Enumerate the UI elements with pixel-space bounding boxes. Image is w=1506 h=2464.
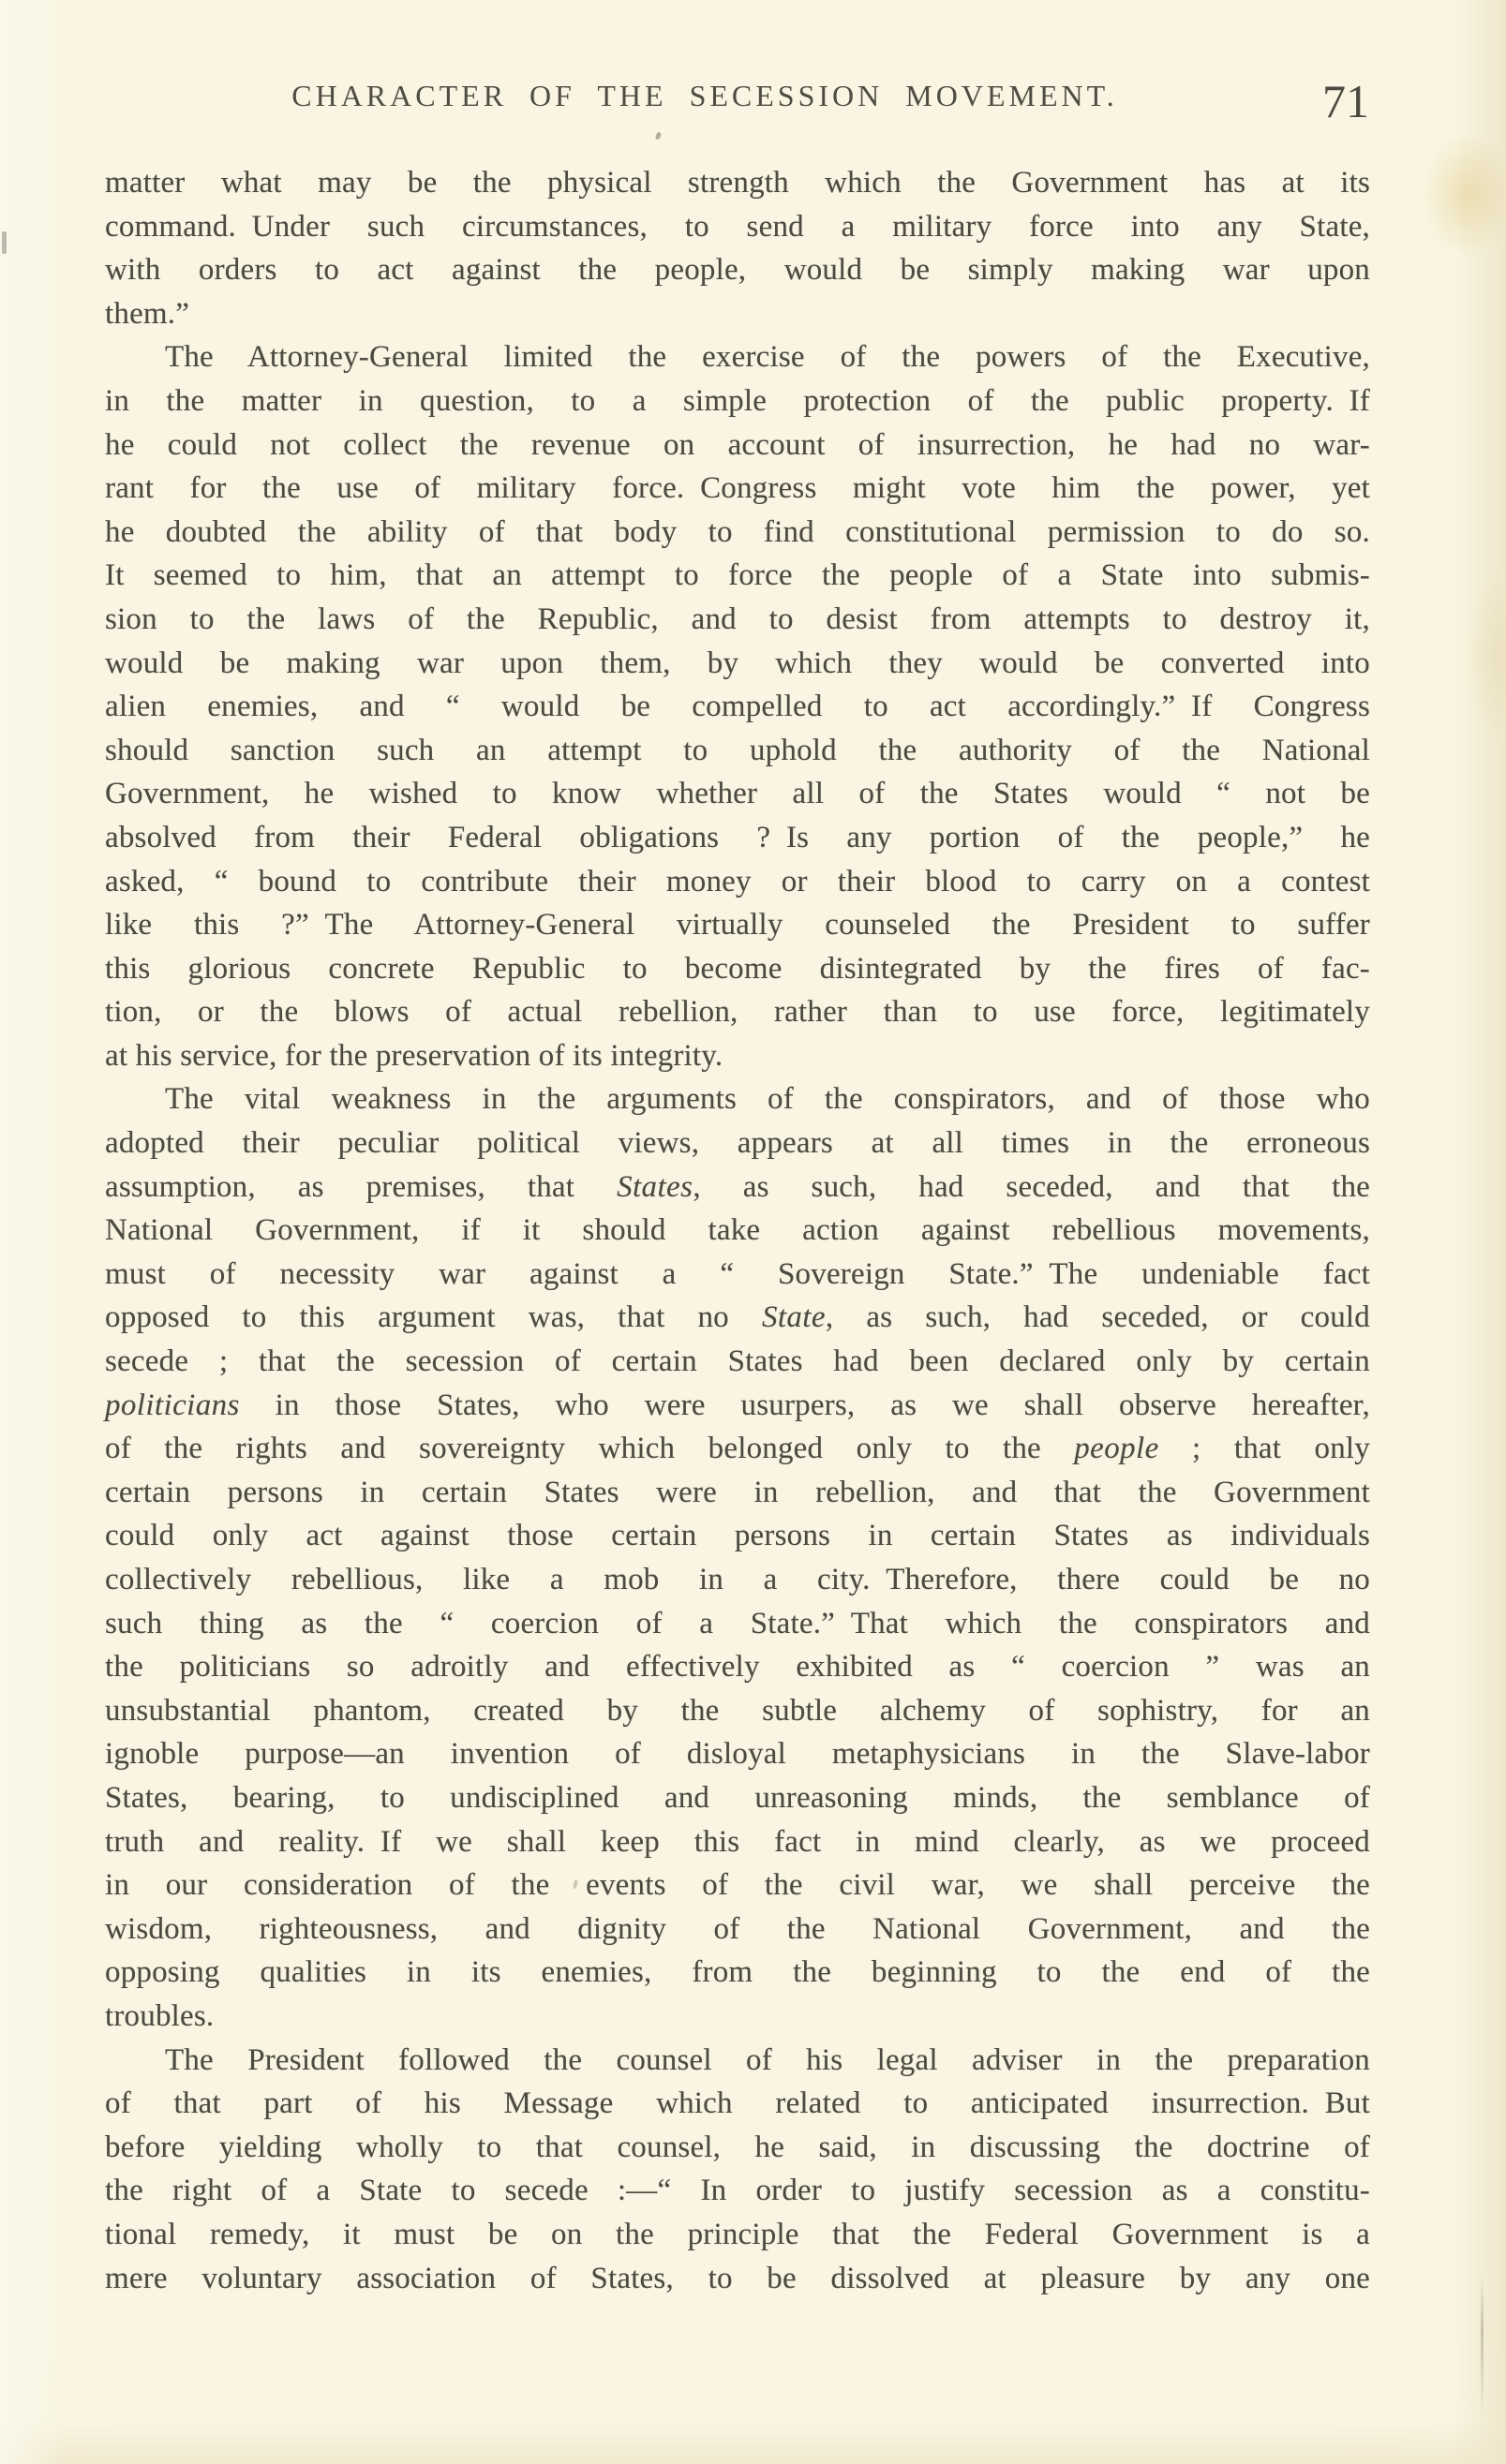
page-number: 71 bbox=[1322, 75, 1369, 127]
text-line: States, bearing, to undisciplined and unreasoning minds, the semblance of bbox=[105, 1780, 1370, 1815]
text-line: certain persons in certain States were in rebellion, and that the Government bbox=[105, 1475, 1370, 1509]
text-line: wisdom, righteousness, and dignity of the National Government, and the bbox=[105, 1911, 1370, 1946]
text-line: politicians in those States, who were usurpers, as we shall observe hereafter, bbox=[105, 1388, 1370, 1422]
text-line: It seemed to him, that an attempt to force the people of a State into submis- bbox=[105, 558, 1370, 593]
text-block bbox=[105, 161, 1370, 2300]
text-line: The President followed the counsel of his legal adviser in the preparation bbox=[165, 2042, 1370, 2077]
text-line: such thing as the “ coercion of a State.” That which the conspirators and bbox=[105, 1606, 1370, 1640]
text-line: secede ; that the secession of certain States had been declared only by certain bbox=[105, 1344, 1370, 1379]
text-line: rant for the use of military force. Congress might vote him the power, yet bbox=[105, 471, 1370, 506]
text-line: collectively rebellious, like a mob in a city. Therefore, there could be no bbox=[105, 1563, 1370, 1596]
text-line: National Government, if it should take action against rebellious movements, bbox=[105, 1213, 1370, 1248]
text-line: he doubted the ability of that body to find constitutional permission to do so. bbox=[105, 514, 1370, 549]
text-line: the politicians so adroitly and effectively exhibited as “ coercion ” was an bbox=[105, 1650, 1370, 1685]
text-line: The Attorney-General limited the exercise of the powers of the Executive, bbox=[165, 340, 1370, 375]
text-line: he could not collect the revenue on account of insurrection, he had no war- bbox=[105, 427, 1370, 462]
text-line: would be making war upon them, by which they would be converted into bbox=[105, 646, 1370, 680]
text-line: absolved from their Federal obligations ? Is any portion of the people,” he bbox=[105, 820, 1370, 854]
text-line: matter what may be the physical strength which the Government has at its bbox=[105, 166, 1370, 200]
text-line: Government, he wished to know whether all of the States would “ not be bbox=[105, 777, 1370, 811]
text-line: of that part of his Message which related to anticipated insurrection. But bbox=[105, 2086, 1370, 2121]
text-line: asked, “ bound to contribute their money or their blood to carry on a contest bbox=[105, 864, 1370, 898]
text-line: sion to the laws of the Republic, and to desist from attempts to destroy it, bbox=[105, 601, 1370, 636]
text-line: this glorious concrete Republic to become disintegrated by the fires of fac- bbox=[105, 951, 1370, 986]
text-line: The vital weakness in the arguments of the conspirators, and of those who bbox=[165, 1082, 1370, 1117]
text-line: them.” bbox=[105, 296, 190, 331]
text-line: the right of a State to secede :—“ In order to justify secession as a constitu- bbox=[105, 2174, 1370, 2208]
text-line: at his service, for the preservation of its integrity. bbox=[105, 1038, 723, 1073]
text-line: alien enemies, and “ would be compelled to act accordingly.” If Congress bbox=[105, 690, 1370, 724]
text-line: could only act against those certain persons in certain States as individuals bbox=[105, 1519, 1370, 1553]
text-line: like this ?” The Attorney-General virtually counseled the President to suffer bbox=[105, 908, 1370, 943]
running-head bbox=[105, 79, 1305, 112]
text-line: unsubstantial phantom, created by the subtle alchemy of sophistry, for an bbox=[105, 1693, 1370, 1728]
scan-artifact-scratch bbox=[1481, 2275, 1484, 2415]
text-line: opposing qualities in its enemies, from the beginning to the end of the bbox=[105, 1955, 1370, 1990]
text-line: tion, or the blows of actual rebellion, rather than to use force, legitimately bbox=[105, 995, 1370, 1030]
text-line: in the matter in question, to a simple protection of the public property. If bbox=[105, 383, 1370, 418]
scan-artifact-edge-dash bbox=[2, 231, 7, 254]
text-line: must of necessity war against a “ Sovereign State.” The undeniable fact bbox=[105, 1256, 1370, 1291]
text-line: of the rights and sovereignty which belonged only to the people ; that only bbox=[105, 1432, 1370, 1466]
text-line: in our consideration of the events of the civil war, we shall perceive the bbox=[105, 1868, 1370, 1903]
scan-artifact-speck bbox=[655, 131, 662, 140]
text-line: should sanction such an attempt to uphold the authority of the National bbox=[105, 733, 1370, 767]
text-line: mere voluntary association of States, to be dissolved at pleasure by any one bbox=[105, 2261, 1370, 2295]
text-line: truth and reality. If we shall keep this fact in mind clearly, as we proceed bbox=[105, 1824, 1370, 1859]
text-line: tional remedy, it must be on the principle that the Federal Government is a bbox=[105, 2217, 1370, 2251]
running-title: CHARACTER OF THE SECESSION MOVEMENT. bbox=[291, 79, 1118, 112]
text-line: opposed to this argument was, that no State, as such, had seceded, or could bbox=[105, 1300, 1371, 1335]
text-line: with orders to act against the people, would be simply making war upon bbox=[105, 253, 1370, 288]
text-line: before yielding wholly to that counsel, he said, in discussing the doctrine of bbox=[105, 2130, 1370, 2164]
text-line: adopted their peculiar political views, appears at all times in the erroneous bbox=[105, 1126, 1370, 1161]
text-line: assumption, as premises, that States, as such, had seceded, and that the bbox=[105, 1169, 1370, 1204]
text-line: command. Under such circumstances, to send a military force into any State, bbox=[105, 209, 1370, 244]
text-line: ignoble purpose—an invention of disloyal metaphysicians in the Slave-labor bbox=[105, 1737, 1370, 1772]
text-line: troubles. bbox=[105, 1998, 215, 2033]
